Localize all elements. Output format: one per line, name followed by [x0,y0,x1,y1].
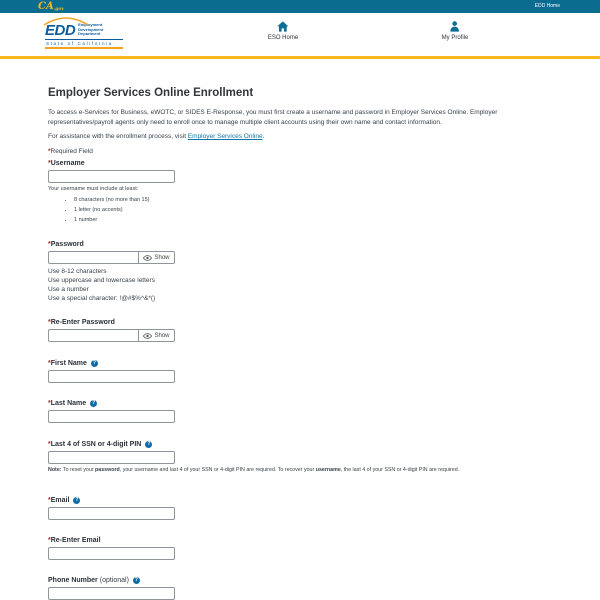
ssn-pin-label [48,441,552,449]
first-name-input[interactable] [48,370,175,383]
first-name-label [48,360,552,368]
reenter-password-input-row [48,329,552,342]
first-name-group [48,360,552,383]
ssn-note-text: , your username and last 4 of your SSN or 4-digit PIN are required. To recover your [119,467,316,473]
ssn-pin-help-icon[interactable]: ? [147,441,151,447]
password-rule: Use a number [48,286,89,293]
edd-logo-arc [43,17,89,26]
assistance-prefix: For assistance with the enrollment process, visit [48,133,188,140]
required-asterisk: * [48,400,51,407]
required-asterisk: * [48,441,51,448]
ssn-note-text: , the last 4 of your SSN or 4-digit PIN are required. [340,467,460,473]
password-input-row [48,251,552,264]
edd-logo-top [45,17,123,38]
edd-logo-line1: Employment [78,22,103,27]
phone-help-icon[interactable]: ? [134,577,138,583]
ssn-note-bold: Note: [48,467,62,473]
required-asterisk: * [48,537,51,544]
ssn-pin-group [48,441,552,474]
last-name-help-icon[interactable]: ? [92,400,96,406]
required-asterisk: * [48,319,51,326]
password-input[interactable] [48,251,139,264]
ssn-pin-label-text: Last 4 of SSN or 4-digit PIN [50,441,142,448]
required-asterisk: * [48,497,51,504]
eye-icon [143,255,152,261]
reenter-password-input[interactable] [48,329,139,342]
username-requirements-title: Your username must include at least: [48,186,139,192]
last-name-label-text: Last Name [50,400,87,407]
phone-input[interactable] [48,587,175,600]
reenter-password-group [48,319,552,342]
show-password-button[interactable] [139,251,175,264]
username-requirement-item: • 1 letter (no accents) [74,207,552,213]
username-requirement-item: • 8 characters (no more than 15) [74,197,552,203]
password-rule: Use uppercase and lowercase letters [48,277,155,284]
phone-label [48,577,552,585]
email-label [48,497,552,505]
last-name-label [48,400,552,408]
required-asterisk: * [48,360,51,367]
edd-logo-tagline: State of California [45,39,123,49]
username-label-text: Username [50,160,85,167]
eye-icon [143,333,152,339]
email-label-text: Email [50,497,70,504]
phone-optional-text: (optional) [99,577,129,584]
edd-home-link[interactable]: EDD Home [534,3,560,9]
last-name-input[interactable] [48,410,175,423]
person-icon [449,21,461,32]
reenter-password-label-text: Re-Enter Password [50,319,115,326]
page-title: Employer Services Online Enrollment [48,87,254,99]
required-field-note-text: Required Field [50,148,93,155]
edd-logo-line3: Department [78,31,101,37]
password-rule: Use 8-12 characters [48,268,107,275]
required-asterisk: * [48,160,51,167]
email-input[interactable] [48,507,175,520]
password-rule: Use a special character: !@#$%^&*() [48,295,156,302]
site-header [0,13,600,56]
utility-bar [0,0,600,13]
gold-divider [0,56,600,59]
email-help-icon[interactable]: ? [75,497,79,503]
assistance-line [48,133,552,141]
password-group [48,241,552,303]
nav-my-profile-label: My Profile [441,35,469,41]
ca-gov-logo-ca: CA [38,1,54,12]
ssn-note-bold: password [95,467,120,473]
phone-label-text: Phone Number [48,577,98,584]
last-name-group [48,400,552,423]
nav-my-profile[interactable] [442,21,469,41]
reenter-email-label-text: Re-Enter Email [50,537,101,544]
first-name-help-icon[interactable]: ? [92,360,96,366]
email-group [48,497,552,520]
home-icon [277,21,289,32]
show-password-label: Show [154,254,170,261]
show-reenter-password-button[interactable] [139,329,175,342]
first-name-label-text: First Name [50,360,87,367]
ssn-pin-input[interactable] [48,451,175,464]
phone-group [48,577,552,600]
ssn-note-text: To reset your [61,467,96,473]
edd-logo[interactable] [45,17,123,49]
password-label [48,241,552,249]
show-reenter-password-label: Show [154,332,170,339]
username-label [48,160,552,168]
nav-eso-home[interactable] [268,21,298,41]
assistance-suffix: . [262,133,265,140]
intro-paragraph: To access e-Services for Business, eWOTC, or SIDES E-Response, you must first create a username and password in Employer Services Online. Employer representatives/payroll agents only need to enroll once to manage multiple client accounts using their own name and contact information. [48,109,498,126]
ca-gov-logo-gov: .gov [53,7,65,12]
reenter-password-label [48,319,552,327]
employer-services-online-link[interactable]: Employer Services Online [187,133,263,140]
password-rules [48,267,552,303]
edd-logo-line2: Development [78,26,104,32]
username-requirement-item: • 1 number [74,217,552,223]
password-label-text: Password [50,241,84,248]
nav-eso-home-label: ESO Home [267,35,299,41]
required-asterisk: * [48,241,51,248]
username-input[interactable] [48,170,175,183]
ssn-note-bold: username [315,467,341,473]
username-requirements-list [48,197,552,223]
reenter-email-label [48,537,552,545]
required-asterisk: * [48,148,51,155]
required-field-note [48,148,552,156]
edd-logo-acronym: EDD [45,21,76,39]
ssn-pin-note [48,467,552,474]
reenter-email-input[interactable] [48,547,175,560]
username-group [48,160,552,223]
reenter-email-group [48,537,552,560]
main-content [0,85,600,600]
